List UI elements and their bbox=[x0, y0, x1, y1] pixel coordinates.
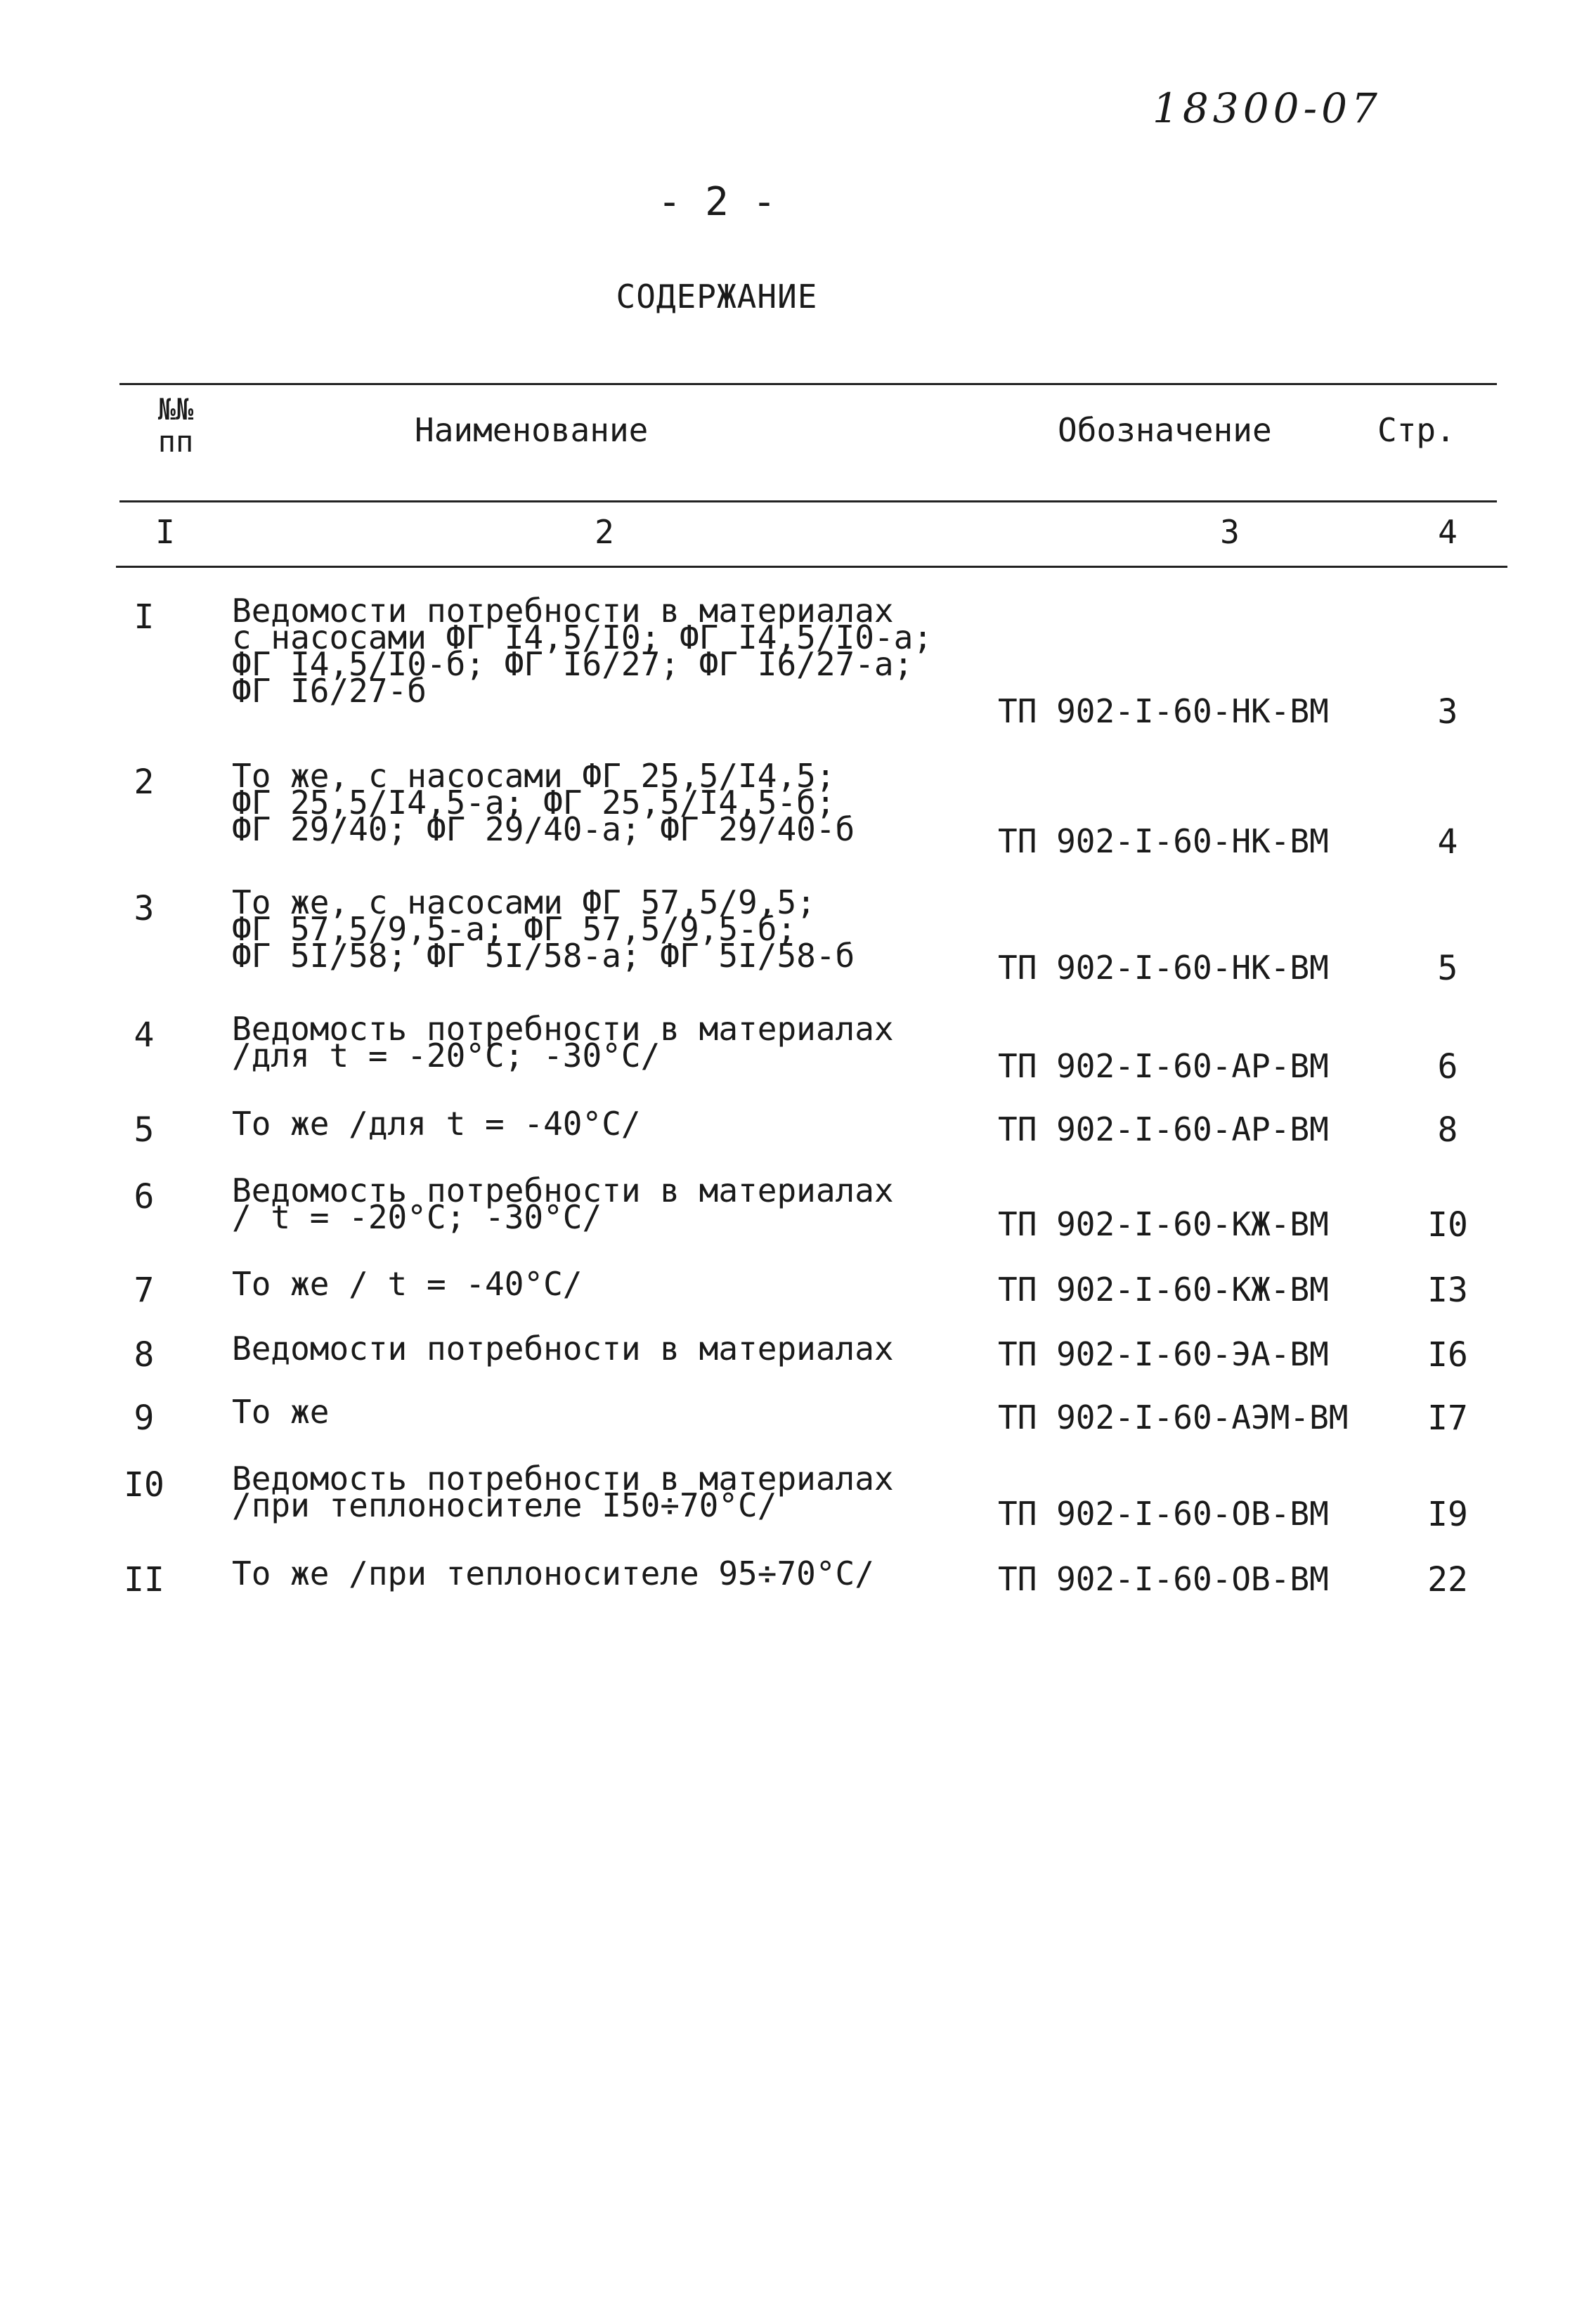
row-page: 4 bbox=[1437, 822, 1458, 862]
row-code: ТП 902-I-60-НК-ВМ bbox=[998, 822, 1329, 860]
row-number: 5 bbox=[134, 1110, 155, 1150]
row-name: То же / t = -40°С/ bbox=[232, 1265, 583, 1303]
header-bottom-rule bbox=[119, 500, 1497, 502]
column-number-4: 4 bbox=[1438, 513, 1458, 551]
row-number: 2 bbox=[134, 762, 155, 802]
row-page: 22 bbox=[1427, 1560, 1468, 1599]
row-code: ТП 902-I-60-ЭА-ВМ bbox=[998, 1335, 1329, 1373]
column-header-num: №№ пп bbox=[157, 392, 194, 459]
row-code: ТП 902-I-60-ОВ-ВМ bbox=[998, 1560, 1329, 1598]
row-number: 7 bbox=[134, 1271, 155, 1310]
row-page: I3 bbox=[1427, 1271, 1468, 1310]
row-number: 9 bbox=[134, 1398, 155, 1438]
column-header-name: Наименование bbox=[415, 411, 649, 449]
column-number-2: 2 bbox=[595, 513, 614, 551]
row-code: ТП 902-I-60-КЖ-ВМ bbox=[998, 1205, 1329, 1243]
row-number: II bbox=[124, 1560, 164, 1599]
page-number: - 2 - bbox=[657, 179, 777, 225]
column-number-1: I bbox=[155, 513, 175, 551]
row-name: Ведомость потребности в материалах /при теплоносителе I50÷70°С/ bbox=[232, 1460, 894, 1524]
row-code: ТП 902-I-60-АР-ВМ bbox=[998, 1110, 1329, 1148]
row-name: То же, с насосами ФГ 57,5/9,5; ФГ 57,5/9,5-а; ФГ 57,5/9,5-б; ФГ 5I/58; ФГ 5I/58-а; ФГ 5I/58-б bbox=[232, 883, 855, 975]
row-name: То же bbox=[232, 1393, 330, 1431]
row-page: I9 bbox=[1427, 1495, 1468, 1534]
row-number: I bbox=[134, 597, 155, 637]
row-number: I0 bbox=[124, 1465, 164, 1505]
column-header-code: Обозначение bbox=[1058, 411, 1272, 449]
row-page: I7 bbox=[1427, 1398, 1468, 1438]
row-code: ТП 902-I-60-АР-ВМ bbox=[998, 1047, 1329, 1085]
column-numbers-rule bbox=[116, 566, 1507, 568]
row-page: 6 bbox=[1437, 1047, 1458, 1086]
row-name: Ведомость потребности в материалах /для t = -20°С; -30°С/ bbox=[232, 1010, 894, 1075]
row-name: То же /при теплоносителе 95÷70°С/ bbox=[232, 1554, 874, 1592]
column-header-page: Стр. bbox=[1377, 411, 1455, 449]
row-page: 3 bbox=[1437, 692, 1458, 732]
page-title: СОДЕРЖАНИЕ bbox=[616, 278, 818, 316]
row-name: Ведомости потребности в материалах bbox=[232, 1330, 894, 1368]
row-name: То же, с насосами ФГ 25,5/I4,5; ФГ 25,5/I4,5-а; ФГ 25,5/I4,5-б; ФГ 29/40; ФГ 29/40-а; ФГ 29/40-б bbox=[232, 757, 855, 848]
row-page: 5 bbox=[1437, 949, 1458, 988]
row-code: ТП 902-I-60-НК-ВМ bbox=[998, 692, 1329, 730]
document-number: 18300-07 bbox=[1153, 84, 1382, 132]
row-number: 6 bbox=[134, 1177, 155, 1216]
column-number-3: 3 bbox=[1220, 513, 1240, 551]
row-number: 4 bbox=[134, 1015, 155, 1055]
row-code: ТП 902-I-60-НК-ВМ bbox=[998, 949, 1329, 987]
row-page: I0 bbox=[1427, 1205, 1468, 1245]
row-name: Ведомости потребности в материалах с насосами ФГ I4,5/I0; ФГ I4,5/I0-а; ФГ I4,5/I0-б; ФГ I6/27; ФГ I6/27-а; ФГ I6/27-б bbox=[232, 592, 933, 710]
row-page: 8 bbox=[1437, 1110, 1458, 1150]
table-top-rule bbox=[119, 383, 1497, 385]
row-code: ТП 902-I-60-АЭМ-ВМ bbox=[998, 1398, 1349, 1436]
row-code: ТП 902-I-60-КЖ-ВМ bbox=[998, 1271, 1329, 1309]
row-page: I6 bbox=[1427, 1335, 1468, 1375]
row-name: Ведомость потребности в материалах / t = -20°С; -30°С/ bbox=[232, 1171, 894, 1236]
row-number: 8 bbox=[134, 1335, 155, 1375]
row-code: ТП 902-I-60-ОВ-ВМ bbox=[998, 1495, 1329, 1533]
row-name: То же /для t = -40°С/ bbox=[232, 1105, 641, 1143]
row-number: 3 bbox=[134, 889, 155, 928]
